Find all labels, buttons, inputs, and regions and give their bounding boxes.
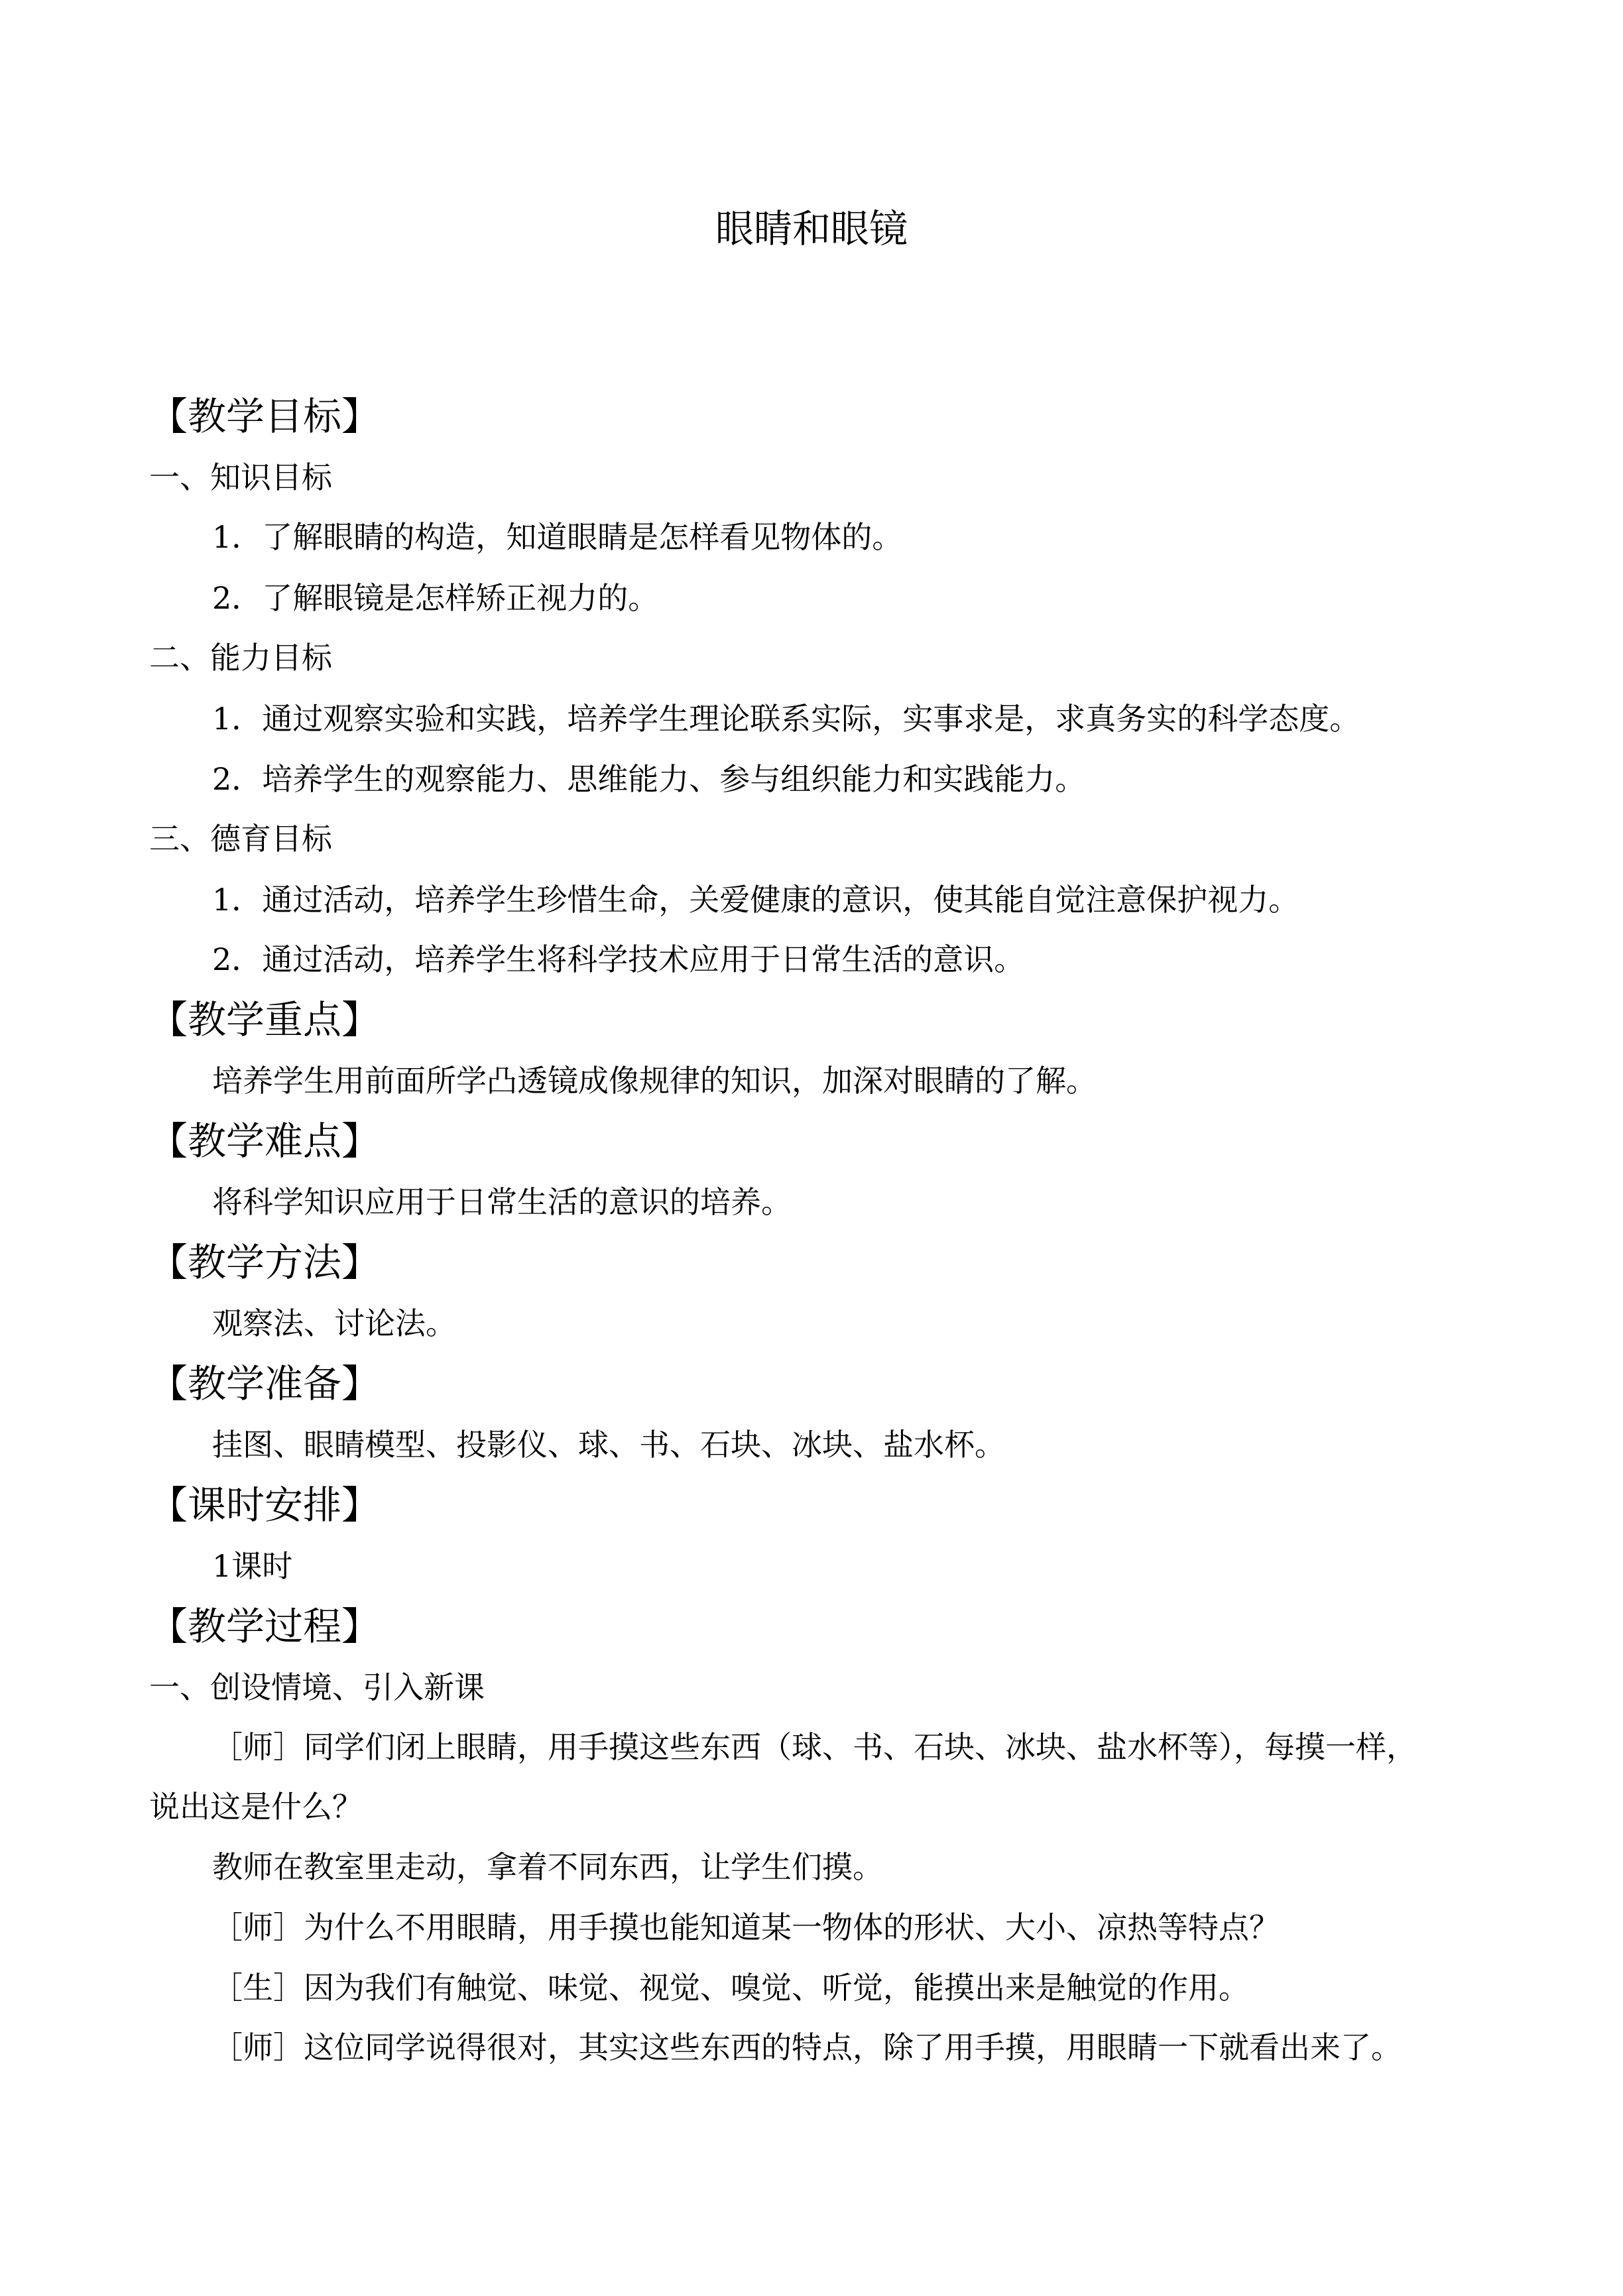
paragraph: 观察法、讨论法。 xyxy=(212,1305,456,1341)
paragraph: 教师在教室里走动，拿着不同东西，让学生们摸。 xyxy=(212,1849,883,1885)
subheading-knowledge-goals: 一、知识目标 xyxy=(149,459,332,495)
list-item: 2．培养学生的观察能力、思维能力、参与组织能力和实践能力。 xyxy=(212,761,1086,797)
dialogue-continuation: 说出这是什么？ xyxy=(149,1789,363,1825)
page-title: 眼睛和眼镜 xyxy=(715,206,908,251)
section-heading-difficulties: 【教学难点】 xyxy=(149,1118,381,1164)
section-heading-teaching-goals: 【教学目标】 xyxy=(149,394,381,439)
section-heading-process: 【教学过程】 xyxy=(149,1604,381,1649)
list-item: 1．了解眼睛的构造，知道眼睛是怎样看见物体的。 xyxy=(212,519,903,555)
subheading-introduction: 一、创设情境、引入新课 xyxy=(149,1669,485,1705)
section-heading-key-points: 【教学重点】 xyxy=(149,997,381,1042)
dialogue-line: ［生］因为我们有触觉、味觉、视觉、嗅觉、听觉，能摸出来是触觉的作用。 xyxy=(212,1970,1249,2006)
dialogue-line: ［师］同学们闭上眼睛，用手摸这些东西（球、书、石块、冰块、盐水杯等），每摸一样， xyxy=(212,1729,1417,1765)
paragraph: 培养学生用前面所学凸透镜成像规律的知识，加深对眼睛的了解。 xyxy=(212,1063,1097,1099)
section-heading-preparation: 【教学准备】 xyxy=(149,1361,381,1406)
paragraph: 将科学知识应用于日常生活的意识的培养。 xyxy=(212,1184,792,1220)
list-item: 1．通过活动，培养学生珍惜生命，关爱健康的意识，使其能自觉注意保护视力。 xyxy=(212,882,1299,918)
list-item: 2．通过活动，培养学生将科学技术应用于日常生活的意识。 xyxy=(212,941,1025,977)
section-heading-methods: 【教学方法】 xyxy=(149,1240,381,1285)
subheading-ability-goals: 二、能力目标 xyxy=(149,640,332,676)
paragraph: 1课时 xyxy=(212,1548,293,1584)
dialogue-line: ［师］这位同学说得很对，其实这些东西的特点，除了用手摸，用眼睛一下就看出来了。 xyxy=(212,2029,1402,2065)
list-item: 1．通过观察实验和实践，培养学生理论联系实际，实事求是，求真务实的科学态度。 xyxy=(212,701,1360,737)
subheading-moral-goals: 三、德育目标 xyxy=(149,821,332,857)
dialogue-line: ［师］为什么不用眼睛，用手摸也能知道某一物体的形状、大小、凉热等特点？ xyxy=(212,1909,1280,1945)
list-item: 2．了解眼镜是怎样矫正视力的。 xyxy=(212,580,659,616)
section-heading-schedule: 【课时安排】 xyxy=(149,1482,381,1528)
paragraph: 挂图、眼睛模型、投影仪、球、书、石块、冰块、盐水杯。 xyxy=(212,1427,1005,1463)
